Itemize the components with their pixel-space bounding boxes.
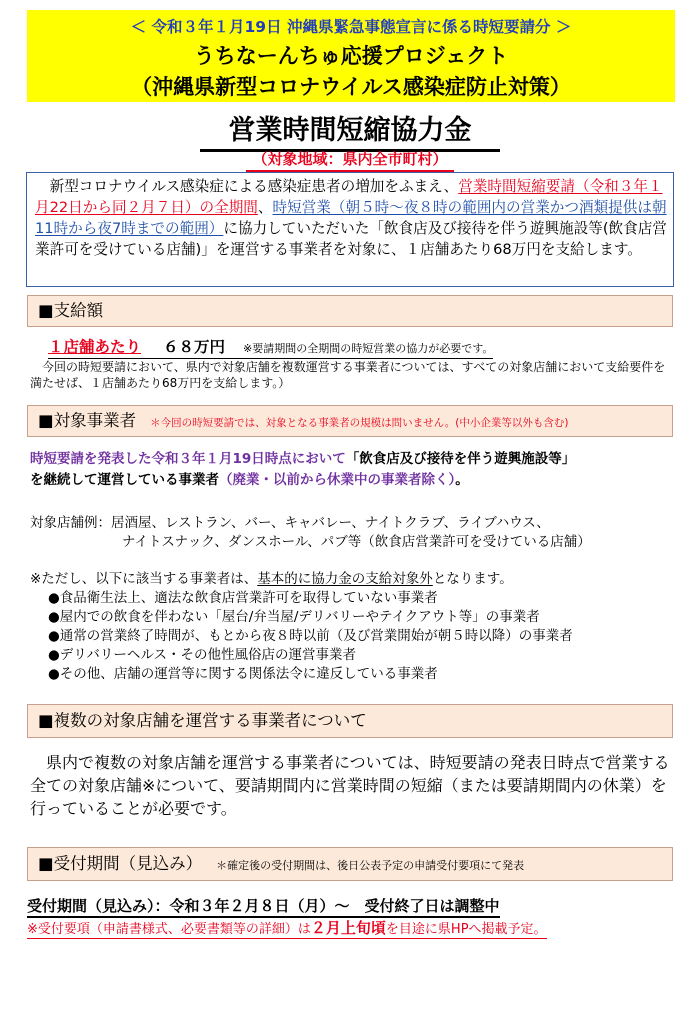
intro-text-3: に協力していただいた「飲食店及び接待を伴う遊興施設等(飲食店営業許可を受けている店舗)」を運営する事業者を対象に、１店舗あたり68万円を支給します。 (35, 220, 667, 258)
section-title-multi: ■複数の対象店舗を運営する事業者について (38, 711, 367, 730)
banner-subtitle: （沖縄県新型コロナウイルス感染症防止対策） (131, 75, 571, 99)
exclusions-intro-a: ※ただし、以下に該当する事業者は、 (30, 571, 258, 587)
page-title: 営業時間短縮協力金 (200, 108, 500, 152)
section-title-period: ■受付期間（見込み） (38, 854, 203, 873)
exclusions-intro (30, 570, 573, 589)
list-item: ●その他、店舗の運営等に関する関係法令に違反している事業者 (48, 666, 438, 682)
section-title-amount: ■支給額 (38, 301, 104, 320)
intro-request-period: 営業時間短縮要請（令和３年１月22日から同２月７日）の全期間 (35, 178, 663, 216)
exclusions-intro-c: となります。 (432, 571, 513, 587)
amount-value: ６８万円 (163, 338, 226, 356)
amount-label: １店舗あたり (48, 338, 142, 356)
acceptance-note-c: を目途に県HPへ掲載予定。 (385, 922, 547, 937)
eligible-text-d: （廃業・以前から休業中の事業者除く） (219, 472, 456, 488)
section-header-multi (27, 704, 673, 738)
acceptance-note-a: ※受付要項（申請書様式、必要書類等の詳細）は (27, 922, 311, 937)
list-item: ●食品衛生法上、適法な飲食店営業許可を取得していない事業者 (48, 590, 438, 606)
section-header-amount (27, 295, 673, 327)
example-stores (30, 514, 591, 552)
amount-detail: 今回の時短要請において、県内で対象店舗を複数運営する事業者については、すべての対象店舗において支給要件を満たせば、１店舗あたり68万円を支給します。） (30, 360, 666, 390)
header-banner (27, 10, 675, 102)
example-stores-line1: 対象店舗例：居酒屋、レストラン、バー、キャバレー、ナイトクラブ、ライブハウス、 (30, 515, 550, 531)
list-item: ●屋内での飲食を伴わない「屋台/弁当屋/デリバリーやテイクアウト等」の事業者 (48, 609, 540, 625)
example-stores-line2: ナイトスナック、ダンスホール、パブ等（飲食店営業許可を受けている店舗） (122, 534, 591, 550)
eligible-text-e: 。 (455, 472, 469, 488)
section-note-period: ＊確定後の受付期間は、後日公表予定の申請受付要項にて発表 (216, 859, 525, 872)
intro-text-2: 、 (257, 199, 273, 216)
list-item: ●デリバリーヘルス・その他性風俗店の運営事業者 (48, 647, 356, 663)
target-region-text: （対象地域：県内全市町村） (246, 148, 453, 172)
acceptance-note (27, 917, 547, 939)
exclusions (30, 570, 573, 684)
section-note-target: ＊今回の時短要請では、対象となる事業者の規模は問いません。(中小企業等以外も含む) (150, 417, 569, 429)
eligible-text-a: 時短要請を発表した令和３年１月19日時点において (30, 451, 346, 467)
amount-line (48, 335, 493, 359)
exclusions-intro-b: 基本的に協力金の支給対象外 (257, 571, 433, 587)
target-region (0, 148, 700, 172)
eligible-text-c: を継続して運営している事業者 (30, 472, 219, 488)
eligible-description (30, 449, 670, 491)
list-item: ●通常の営業終了時間が、もとから夜８時以前（及び営業開始が朝５時以降）の事業者 (48, 628, 573, 644)
eligible-text-b: 「飲食店及び接待を伴う遊興施設等」 (345, 451, 576, 467)
exclusions-list (48, 589, 573, 684)
multi-store-description: 県内で複数の対象店舗を運営する事業者については、時短要請の発表日時点で営業する全ての対象店舗※について、要請期間内に営業時間の短縮（または要請期間内の休業）を行っていることが必要です。 (30, 753, 670, 818)
intro-text-1: 新型コロナウイルス感染症による感染症患者の増加をふまえ、 (35, 178, 459, 195)
banner-date-line: ＜ 令和３年１月19日 沖縄県緊急事態宣言に係る時短要請分 ＞ (130, 18, 572, 36)
section-header-period (27, 847, 673, 881)
amount-note: ※要請期間の全期間の時短営業の協力が必要です。 (243, 342, 494, 355)
intro-hours-condition: 時短営業（朝５時～夜８時の範囲内の営業かつ酒類提供は朝11時から夜7時までの範囲） (35, 199, 667, 237)
section-header-target (27, 405, 673, 437)
acceptance-note-b: ２月上旬頃 (310, 919, 386, 937)
section-title-target: ■対象事業者 (38, 411, 137, 430)
acceptance-period: 受付期間（見込み）：令和３年２月８日（月）～ 受付終了日は調整中 (27, 895, 500, 918)
banner-project-name: うちなーんちゅ応援プロジェクト (193, 44, 509, 68)
intro-box (26, 172, 674, 287)
